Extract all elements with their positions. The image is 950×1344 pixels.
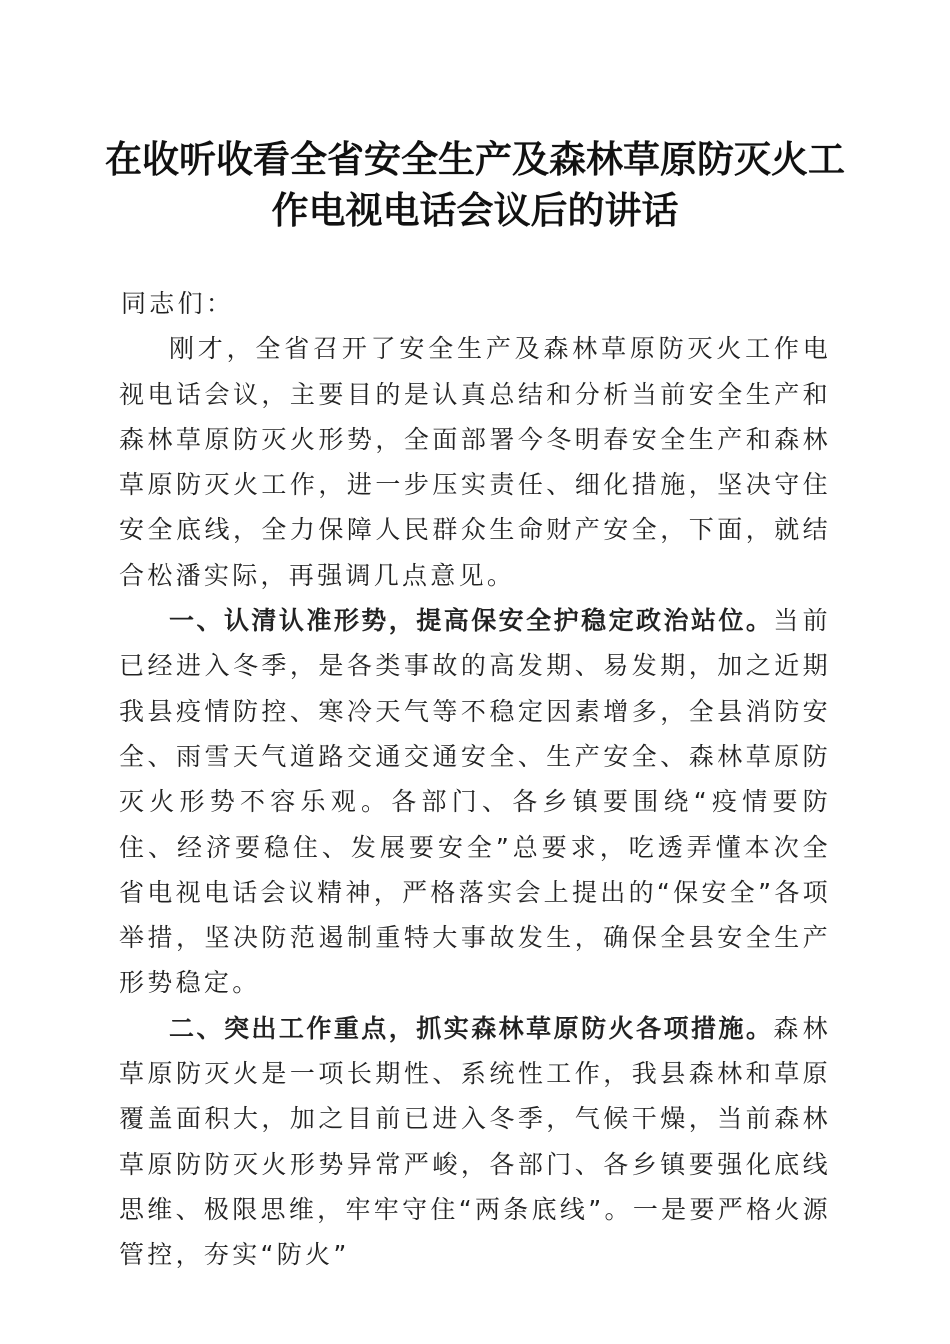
section-2-text: 森林草原防灭火是一项长期性、系统性工作，我县森林和草原覆盖面积大，加之目前已进入冬季，气候干燥，当前森林草原防防灭火形势异常严峻，各部门、各乡镇要强化底线思维、极限思维，牢牢守住“两条底线”。一是要严格火源管控，夯实“防火”: [119, 1013, 831, 1270]
section-2-paragraph: [119, 1006, 831, 1278]
document-body: [119, 281, 831, 1278]
section-1-text: 当前已经进入冬季，是各类事故的高发期、易发期，加之近期我县疫情防控、寒冷天气等不稳定因素增多，全县消防安全、雨雪天气道路交通交通安全、生产安全、森林草原防灭火形势不容乐观。各部门、各乡镇要围绕“疫情要防住、经济要稳住、发展要安全”总要求，吃透弄懂本次全省电视电话会议精神，严格落实会上提出的“保安全”各项举措，坚决防范遏制重特大事故发生，确保全县安全生产形势稳定。: [119, 606, 831, 998]
document-title-line-2: 作电视电话会议后的讲话: [271, 188, 679, 232]
section-1-heading: 一、认清认准形势，提高保安全护稳定政治站位。: [169, 606, 774, 636]
section-2-heading: 二、突出工作重点，抓实森林草原防火各项措施。: [169, 1013, 774, 1043]
section-1-paragraph: [119, 598, 831, 1006]
salutation: 同志们：: [121, 289, 235, 318]
intro-paragraph: 刚才，全省召开了安全生产及森林草原防灭火工作电视电话会议，主要目的是认真总结和分析当前安全生产和森林草原防灭火形势，全面部署今冬明春安全生产和森林草原防灭火工作，进一步压实责任、细化措施，坚决守住安全底线，全力保障人民群众生命财产安全，下面，就结合松潘实际，再强调几点意见。: [119, 334, 831, 590]
document-title-line-1: 在收听收看全省安全生产及森林草原防灭火工: [105, 137, 845, 181]
